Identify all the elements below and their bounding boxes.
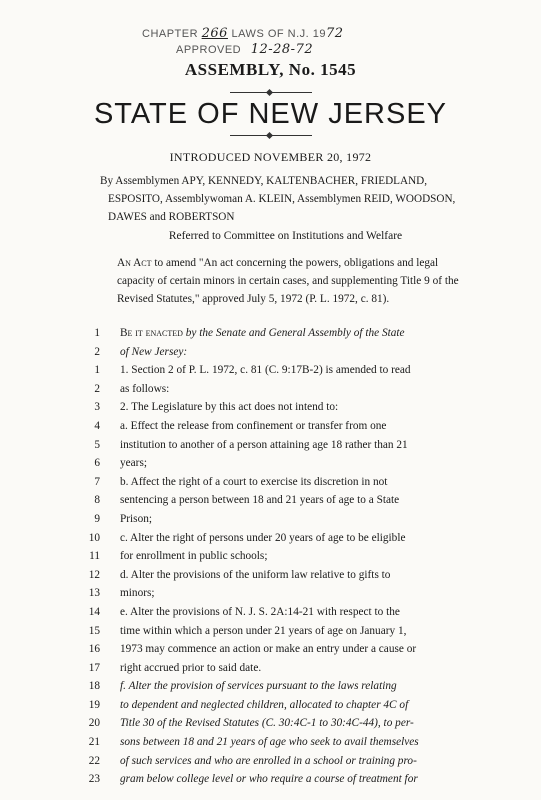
line-text xyxy=(120,622,406,641)
line-text xyxy=(120,436,408,455)
line-text xyxy=(120,770,418,789)
stamp-approved-label: APPROVED xyxy=(176,44,242,56)
line-content: time within which a person under 21 years of age on January 1, xyxy=(120,624,407,637)
bill-line xyxy=(96,398,476,417)
enacting-clause-lead: Be it enacted xyxy=(120,327,183,339)
line-text xyxy=(120,454,147,473)
bill-line xyxy=(88,752,476,771)
bill-line xyxy=(88,566,476,585)
line-content: as follows: xyxy=(120,382,170,395)
bill-line xyxy=(88,696,476,715)
line-number: 1 xyxy=(94,327,100,339)
bill-number: ASSEMBLY, No. 1545 xyxy=(184,60,357,79)
stamp-laws-label: LAWS OF N.J. 19 xyxy=(231,28,327,40)
line-text xyxy=(120,752,417,771)
approved-stamp xyxy=(176,42,313,57)
bill-line xyxy=(96,491,476,510)
bill-line xyxy=(96,417,476,436)
bill-line xyxy=(88,733,476,752)
bill-line xyxy=(88,770,476,789)
line-text xyxy=(120,640,416,659)
line-text xyxy=(120,547,267,566)
bill-line xyxy=(96,343,476,362)
line-content: of New Jersey: xyxy=(120,345,188,358)
line-text xyxy=(120,733,419,752)
line-content: e. Alter the provisions of N. J. S. 2A:14-21 with respect to the xyxy=(120,605,400,618)
line-number: 5 xyxy=(94,438,100,451)
line-text xyxy=(120,584,155,603)
line-number: 12 xyxy=(88,568,100,581)
line-number: 2 xyxy=(94,382,100,395)
bill-line xyxy=(88,677,476,696)
line-content: 1. Section 2 of P. L. 1972, c. 81 (C. 9:17B-2) is amended to read xyxy=(120,364,411,377)
divider xyxy=(230,92,312,93)
stamp-chapter-number: 266 xyxy=(201,26,228,41)
line-text xyxy=(120,417,386,436)
committee-referral: Referred to Committee on Institutions and Welfare xyxy=(168,230,403,242)
line-content: Prison; xyxy=(120,512,153,525)
line-number: 13 xyxy=(88,587,100,600)
divider xyxy=(230,135,312,136)
stamp-approved-date: 12-28-72 xyxy=(250,42,314,57)
bill-line xyxy=(88,529,476,548)
line-content: b. Affect the right of a court to exercise its discretion in not xyxy=(120,475,388,488)
line-content: d. Alter the provisions of the uniform law relative to gifts to xyxy=(120,568,391,581)
introduced-date: INTRODUCED NOVEMBER 20, 1972 xyxy=(169,150,372,164)
line-text xyxy=(120,677,397,696)
act-title-lead: An Act xyxy=(117,257,152,269)
line-content: to dependent and neglected children, allocated to chapter 4C of xyxy=(120,698,409,711)
stamp-year: 72 xyxy=(326,26,344,41)
line-text xyxy=(120,659,261,678)
line-number: 2 xyxy=(94,345,100,358)
line-content: sons between 18 and 21 years of age who seek to avail themselves xyxy=(120,736,419,749)
line-text xyxy=(120,324,405,343)
line-content: Title 30 of the Revised Statutes (C. 30:4C-1 to 30:4C-44), to per- xyxy=(120,717,414,730)
line-content: gram below college level or who require a course of treatment for xyxy=(120,773,418,786)
line-content: sentencing a person between 18 and 21 years of age to a State xyxy=(120,494,400,507)
line-content: 1973 may commence an action or make an entry under a cause or xyxy=(120,643,417,656)
line-number: 1 xyxy=(94,364,100,377)
line-number: 11 xyxy=(89,550,100,563)
line-number: 22 xyxy=(88,754,100,767)
line-number: 14 xyxy=(88,605,100,618)
line-text xyxy=(120,566,390,585)
bill-line xyxy=(96,361,476,380)
act-title-text: to amend "An act concerning the powers, obligations and legal capacity of certain minors in certain cases, and supplementing Title 9 of the Revised Statutes," approved July 5, 1972 (P. L. 1972, c. 81). xyxy=(117,257,459,305)
line-number: 23 xyxy=(88,773,100,786)
line-text xyxy=(120,361,411,380)
line-number: 3 xyxy=(94,401,100,414)
line-content: years; xyxy=(120,457,147,470)
bill-line xyxy=(88,584,476,603)
line-text xyxy=(120,714,414,733)
line-text xyxy=(120,510,152,529)
line-content: for enrollment in public schools; xyxy=(120,550,268,563)
line-number: 16 xyxy=(88,643,100,656)
line-text xyxy=(120,398,338,417)
state-heading: STATE OF NEW JERSEY xyxy=(93,98,448,130)
bill-line xyxy=(88,659,476,678)
line-content: 2. The Legislature by this act does not intend to: xyxy=(120,401,339,414)
line-content: a. Effect the release from confinement or transfer from one xyxy=(120,419,387,432)
line-content: institution to another of a person attaining age 18 rather than 21 xyxy=(120,438,408,451)
line-content: right accrued prior to said date. xyxy=(120,661,262,674)
bill-line xyxy=(89,547,476,566)
line-number: 20 xyxy=(88,717,100,730)
line-number: 19 xyxy=(88,698,100,711)
line-number: 17 xyxy=(88,661,100,674)
line-number: 18 xyxy=(88,680,100,693)
sponsors: By Assemblymen APY, KENNEDY, KALTENBACHER, FRIEDLAND, ESPOSITO, Assemblywoman A. KLEIN, Assemblymen REID, WOODSON, DAWES and ROBERTSON xyxy=(100,175,456,223)
line-content: f. Alter the provision of services pursuant to the laws relating xyxy=(120,680,397,693)
bill-line xyxy=(88,714,476,733)
line-content: of such services and who are enrolled in a school or training pro- xyxy=(120,754,417,767)
bill-line xyxy=(96,380,476,399)
line-text xyxy=(120,696,408,715)
bill-line xyxy=(96,324,476,343)
line-number: 7 xyxy=(94,475,100,488)
bill-line xyxy=(88,622,476,641)
bill-line xyxy=(88,640,476,659)
line-text xyxy=(120,473,387,492)
line-content: minors; xyxy=(120,587,155,600)
line-number: 4 xyxy=(94,419,100,432)
bill-line xyxy=(96,473,476,492)
line-content: c. Alter the right of persons under 20 years of age to be eligible xyxy=(120,531,406,544)
line-number: 10 xyxy=(88,531,100,544)
act-title xyxy=(117,254,462,308)
line-number: 9 xyxy=(94,512,100,525)
bill-body xyxy=(88,324,476,789)
line-text xyxy=(120,603,400,622)
line-number: 8 xyxy=(94,494,100,507)
line-content: by the Senate and General Assembly of the State xyxy=(182,327,405,339)
line-text xyxy=(120,529,405,548)
bill-line xyxy=(96,436,476,455)
line-text xyxy=(120,491,399,510)
line-text xyxy=(120,343,187,362)
bill-line xyxy=(96,510,476,529)
line-number: 6 xyxy=(94,457,100,470)
line-text xyxy=(120,380,169,399)
line-number: 21 xyxy=(88,736,100,749)
bill-line xyxy=(96,454,476,473)
chapter-stamp xyxy=(142,26,344,41)
line-number: 15 xyxy=(88,624,100,637)
bill-line xyxy=(88,603,476,622)
stamp-chapter-prefix: CHAPTER xyxy=(142,28,199,40)
